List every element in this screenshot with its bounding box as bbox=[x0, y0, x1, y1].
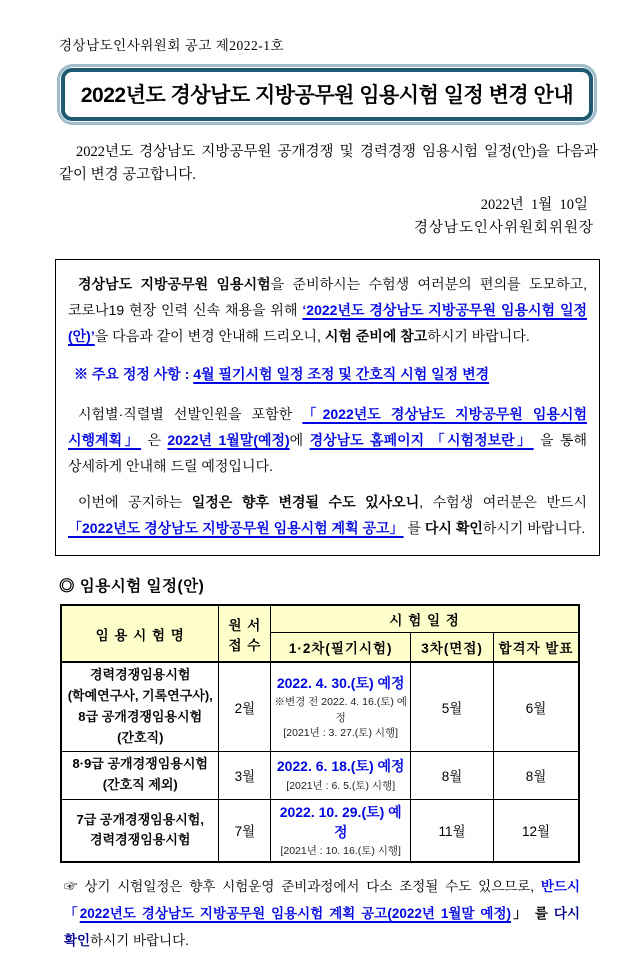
application-month-cell: 7월 bbox=[219, 799, 271, 862]
exam-table-body bbox=[61, 662, 579, 862]
exam-name-line: 경력경쟁임용시험 bbox=[90, 832, 191, 848]
schedule-section-heading: ◎ 임용시험 일정(안) bbox=[59, 578, 205, 596]
table-row bbox=[61, 799, 579, 862]
written-exam-cell bbox=[271, 662, 411, 751]
written-exam-date: 2022. 10. 29.(토) 예정 bbox=[279, 803, 402, 840]
text-segment: 「2022년도 경상남도 지방공무원 임용시험 시행계획」 bbox=[68, 405, 587, 448]
text-segment: 경상남도 홈페이지 「시험정보란」 bbox=[309, 431, 534, 448]
announcement-month-cell: 8월 bbox=[494, 751, 579, 799]
text-segment: 「2022년도 경상남도 지방공무원 임용시험 계획 공고」 bbox=[68, 519, 404, 536]
text-segment: 」 를 bbox=[511, 906, 554, 922]
text-segment: 경상남도 지방공무원 임용시험 bbox=[78, 276, 271, 293]
exam-name-cell bbox=[61, 751, 219, 799]
written-exam-cell bbox=[271, 751, 411, 799]
notice-paragraph-1 bbox=[68, 272, 587, 350]
text-segment: 은 bbox=[141, 431, 168, 448]
title-box bbox=[57, 64, 597, 125]
exam-name-cell bbox=[61, 799, 219, 862]
notice-box bbox=[55, 259, 600, 556]
application-month-cell: 3월 bbox=[219, 751, 271, 799]
announcement-date: 2022년 1월 10일 bbox=[480, 197, 588, 214]
text-segment: 을 통해 상세하게 안내해 드릴 예정입니다. bbox=[68, 431, 587, 474]
text-segment: 다시 확인 bbox=[424, 519, 483, 536]
header-interview: 3차(면접) bbox=[411, 632, 494, 662]
signature-line: 경상남도인사위원회위원장 bbox=[413, 220, 594, 237]
exam-table-header bbox=[61, 605, 579, 662]
gov-notice-number: 경상남도인사위원회 공고 제2022-1호 bbox=[59, 38, 285, 53]
announcement-month-cell: 12월 bbox=[494, 799, 579, 862]
header-application: 원 서 접 수 bbox=[219, 605, 271, 662]
text-segment: 이번에 공지하는 bbox=[78, 493, 192, 510]
notice-paragraph-2 bbox=[68, 402, 587, 480]
header-written-exam: 1·2차(필기시험) bbox=[271, 632, 411, 662]
table-row bbox=[61, 751, 579, 799]
header-exam-name: 임 용 시 험 명 bbox=[61, 605, 219, 662]
text-segment: 시험별·직렬별 선발인원을 포함한 bbox=[78, 405, 303, 422]
exam-name-line: 경력경쟁임용시험 bbox=[90, 667, 191, 683]
text-segment: 2022년도 경상남도 지방공무원 임용시험 계획 공고(2022년 1월말 예정) bbox=[79, 906, 512, 922]
title-box-inner bbox=[61, 68, 593, 121]
text-segment: 을 다음과 같이 변경 안내해 드리오니, bbox=[94, 328, 325, 345]
text-segment: 상기 시험일정은 향후 시험운영 준비과정에서 다소 조정될 수도 있으므로, bbox=[84, 879, 541, 895]
text-segment: , 수험생 여러분은 반드시 bbox=[419, 493, 587, 510]
written-exam-note: [2021년 : 3. 27.(토) 시행] bbox=[283, 726, 399, 739]
correction-note bbox=[74, 362, 587, 388]
text-segment: 일정은 향후 변경될 수도 있사오니 bbox=[191, 493, 420, 510]
document-title: 2022년도 경상남도 지방공무원 임용시험 일정 변경 안내 bbox=[80, 84, 574, 107]
announcement-month-cell: 6월 bbox=[494, 662, 579, 751]
application-month-cell: 2월 bbox=[219, 662, 271, 751]
written-exam-date: 2022. 6. 18.(토) 예정 bbox=[276, 758, 405, 775]
exam-name-line: (간호직) bbox=[117, 729, 164, 745]
text-segment: 하시기 바랍니다. bbox=[482, 519, 586, 536]
interview-month-cell: 5월 bbox=[411, 662, 494, 751]
text-segment: ※ 주요 정정 사항 : bbox=[74, 366, 194, 383]
exam-schedule-table bbox=[60, 604, 580, 863]
text-segment: 를 bbox=[403, 519, 425, 536]
notice-paragraph-3 bbox=[68, 490, 587, 542]
exam-name-line: 8급 공개경쟁임용시험 bbox=[78, 708, 203, 724]
header-announcement: 합격자 발표 bbox=[494, 632, 579, 662]
written-exam-date: 2022. 4. 30.(토) 예정 bbox=[276, 675, 405, 691]
opening-paragraph: 2022년도 경상남도 지방공무원 공개경쟁 및 경력경쟁 임용시험 일정(안)을 다음과 같이 변경 공고합니다. bbox=[59, 144, 598, 184]
written-exam-note: [2021년 : 10. 16.(토) 시행] bbox=[280, 845, 401, 858]
text-segment: 「 bbox=[64, 906, 80, 922]
text-segment: ‘2022년도 경상남도 지방공무원 임용시험 일정(안)’ bbox=[68, 302, 588, 345]
written-exam-note: ※변경 전 2022. 4. 16.(토) 예정 bbox=[274, 696, 407, 724]
written-exam-cell bbox=[271, 799, 411, 862]
text-segment: 2022년 1월말(예정) bbox=[167, 431, 290, 448]
bottom-note bbox=[64, 873, 580, 954]
exam-name-line: 7급 공개경쟁임용시험, bbox=[76, 811, 204, 827]
exam-name-line: (간호직 제외) bbox=[102, 777, 178, 793]
exam-name-line: 8·9급 공개경쟁임용시험 bbox=[72, 756, 208, 772]
exam-name-line: (학예연구사, 기록연구사), bbox=[67, 688, 213, 704]
text-segment: 하시기 바랍니다. bbox=[90, 933, 189, 949]
text-segment: 4월 필기시험 일정 조정 및 간호직 시험 일정 변경 bbox=[193, 366, 490, 383]
written-exam-note: [2021년 : 6. 5.(토) 시행] bbox=[286, 779, 396, 792]
text-segment: 을 준비하시는 수험생 여러분의 편의를 도모하고, 코로나19 현장 인력 신속 채용을 위해 bbox=[68, 276, 587, 319]
interview-month-cell: 8월 bbox=[411, 751, 494, 799]
text-segment: ☞ bbox=[64, 879, 85, 895]
text-segment: 시험 준비에 참고 bbox=[324, 328, 428, 345]
interview-month-cell: 11월 bbox=[411, 799, 494, 862]
header-schedule-group: 시 험 일 정 bbox=[271, 605, 579, 632]
text-segment: 반드시 bbox=[540, 879, 580, 895]
text-segment: 에 bbox=[289, 431, 310, 448]
text-segment: 하시기 바랍니다. bbox=[427, 328, 530, 345]
text-segment: 다시 확인 bbox=[64, 906, 581, 949]
exam-name-cell bbox=[61, 662, 219, 751]
table-row bbox=[61, 662, 579, 751]
